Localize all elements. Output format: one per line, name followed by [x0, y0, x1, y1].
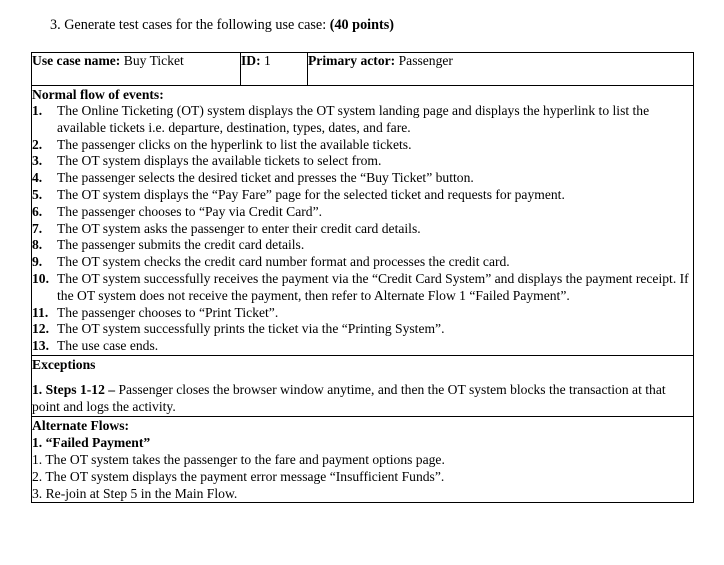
- flow-step-number: 1.: [32, 103, 43, 118]
- exception-lead: 1. Steps 1-12 –: [32, 381, 116, 397]
- actor-label: Primary actor:: [308, 53, 396, 68]
- alternate-flows-title: Alternate Flows:: [32, 417, 130, 433]
- alternate-flow-step: 3. Re-join at Step 5 in the Main Flow.: [32, 485, 238, 501]
- use-case-name-label: Use case name:: [32, 53, 121, 68]
- question-points: (40 points): [329, 17, 394, 33]
- flow-step: [32, 187, 693, 204]
- flow-step-number: 3.: [32, 153, 43, 169]
- flow-step-text: The passenger clicks on the hyperlink to list the available tickets.: [57, 136, 412, 152]
- flow-step-number: 13.: [32, 338, 49, 354]
- flow-step: [32, 305, 693, 322]
- flow-step-number: 12.: [32, 321, 49, 337]
- normal-flow-row: [32, 86, 694, 356]
- alternate-flow-step: 2. The OT system displays the payment error message “Insufficient Funds”.: [32, 468, 445, 484]
- id-label: ID:: [241, 53, 261, 68]
- flow-step-text: The passenger submits the credit card details.: [57, 237, 305, 253]
- flow-step: [32, 103, 693, 137]
- actor-cell: [308, 53, 694, 86]
- flow-step-text: The Online Ticketing (OT) system displays the OT system landing page and displays the hyperlink to list the available tickets i.e. departure, destination, types, dates, and fare.: [57, 103, 650, 135]
- actor-value: Passenger: [398, 53, 453, 68]
- flow-step: [32, 204, 693, 221]
- flow-step-number: 8.: [32, 237, 43, 253]
- exceptions-title: Exceptions: [32, 356, 96, 372]
- flow-step: [32, 137, 693, 154]
- normal-flow-cell: [32, 86, 694, 356]
- flow-step-number: 10.: [32, 270, 49, 286]
- flow-step-number: 4.: [32, 170, 43, 186]
- use-case-name-value: Buy Ticket: [123, 53, 184, 68]
- exception-text: Passenger closes the browser window anytime, and then the OT system blocks the transaction at that point and logs the activity.: [32, 381, 666, 414]
- flow-step-number: 6.: [32, 203, 43, 219]
- exception-item: [32, 381, 693, 416]
- flow-step: [32, 153, 693, 170]
- alternate-flows-row: [32, 416, 694, 502]
- alternate-flow-steps: [32, 451, 693, 502]
- flow-step: [32, 221, 693, 238]
- flow-step-text: The OT system displays the available tickets to select from.: [57, 153, 382, 169]
- flow-step-number: 5.: [32, 186, 43, 202]
- flow-step-text: The OT system successfully receives the payment via the “Credit Card System” and displays the payment receipt. If the OT system does not receive the payment, then refer to Alternate Flow 1 “Failed Payment”.: [57, 270, 689, 303]
- flow-step: [32, 170, 693, 187]
- flow-step-text: The OT system checks the credit card number format and processes the credit card.: [57, 254, 510, 270]
- normal-flow-title: Normal flow of events:: [32, 87, 164, 102]
- exceptions-row: [32, 355, 694, 416]
- exceptions-cell: [32, 355, 694, 416]
- use-case-table: [31, 52, 694, 503]
- flow-step-text: The passenger chooses to “Pay via Credit Card”.: [57, 203, 322, 219]
- flow-step-text: The passenger chooses to “Print Ticket”.: [57, 304, 279, 320]
- id-value: 1: [264, 53, 271, 68]
- flow-step: [32, 237, 693, 254]
- flow-step: [32, 271, 693, 305]
- flow-step-number: 7.: [32, 220, 43, 236]
- normal-flow-steps: [32, 103, 693, 355]
- alternate-flow-subtitle: 1. “Failed Payment”: [32, 434, 151, 450]
- flow-step-text: The OT system displays the “Pay Fare” page for the selected ticket and requests for payment.: [57, 186, 565, 202]
- flow-step: [32, 254, 693, 271]
- question-text: Generate test cases for the following use case:: [64, 17, 327, 33]
- question-number: 3.: [50, 17, 61, 33]
- question-heading: [50, 17, 394, 34]
- flow-step: [32, 338, 693, 355]
- id-cell: [241, 53, 308, 86]
- use-case-header-row: [32, 53, 694, 86]
- alternate-flow-step: 1. The OT system takes the passenger to the fare and payment options page.: [32, 451, 445, 467]
- flow-step-text: The use case ends.: [57, 338, 159, 354]
- flow-step-number: 2.: [32, 136, 43, 152]
- flow-step: [32, 321, 693, 338]
- flow-step-number: 9.: [32, 254, 43, 270]
- alternate-flows-cell: [32, 416, 694, 502]
- use-case-name-cell: [32, 53, 241, 86]
- flow-step-text: The passenger selects the desired ticket and presses the “Buy Ticket” button.: [57, 170, 474, 186]
- flow-step-number: 11.: [32, 304, 49, 320]
- flow-step-text: The OT system asks the passenger to enter their credit card details.: [57, 220, 421, 236]
- flow-step-text: The OT system successfully prints the ticket via the “Printing System”.: [57, 321, 445, 337]
